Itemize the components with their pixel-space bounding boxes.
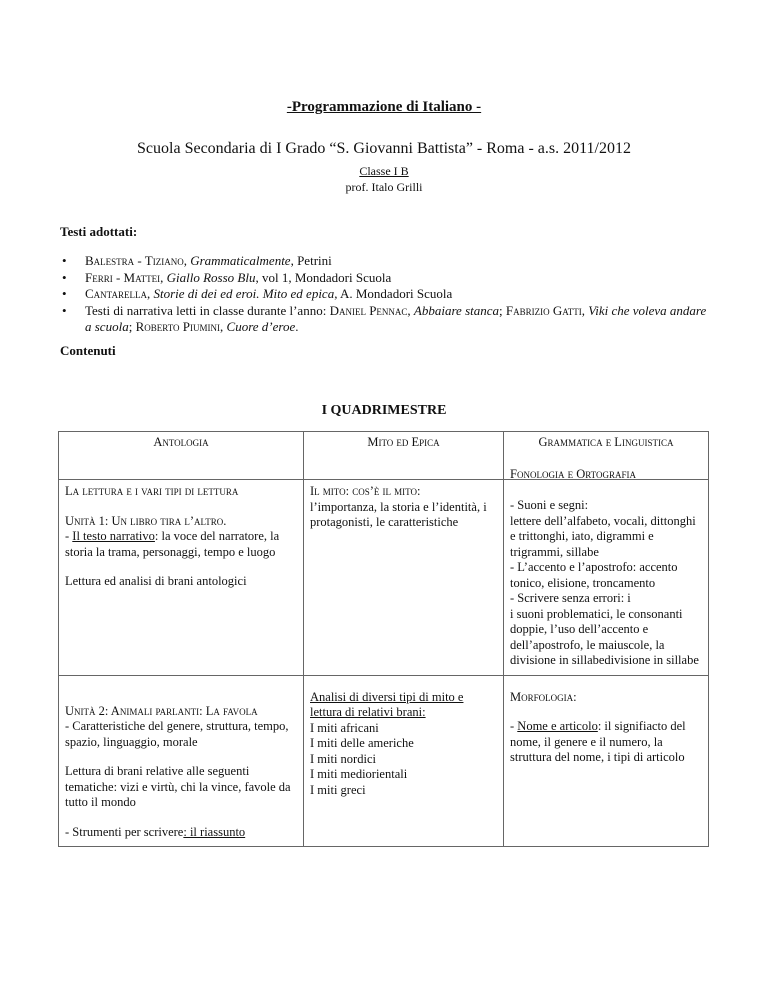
noun-article-label: Nome e articolo [517, 719, 598, 733]
book-title: Viki che voleva andare a scuola [85, 302, 707, 334]
phonology-line: i suoni problematici, le consonanti doppie, l’uso dell’accento e dell’apostrofo, le maiuscole, la divisione in sillabedivisione in sillabe [510, 606, 699, 667]
phonology-subheading: Fonologia e Ortografia [510, 467, 637, 481]
cell-mito-1 [304, 480, 504, 676]
myth-item: I miti delle americhe [310, 736, 414, 750]
column-header-grammatica-title: Grammatica e Linguistica [538, 435, 674, 449]
book-authors: Cantarella [85, 286, 147, 301]
writing-tools [65, 825, 297, 841]
list-item: • Testi di narrativa letti in classe durante l’anno: Daniel Pennac, Abbaiare stanca; Fabrizio Gatti, Viki che voleva andare a scuola; Roberto Piumini, Cuore d’eroe. [60, 303, 710, 336]
summary-link-text: : il riassunto [183, 824, 246, 839]
morphology-heading: Morfologia: [510, 689, 577, 704]
program-table [58, 431, 709, 847]
unit-1-title: Unità 1: Un libro tira l’altro. [65, 513, 227, 528]
book-publisher: , Petrini [290, 253, 332, 268]
teacher-line: prof. Italo Grilli [345, 180, 423, 194]
book-title: Giallo Rosso Blu [166, 269, 256, 285]
column-header-antologia: Antologia [59, 432, 304, 480]
myth-item: I miti nordici [310, 751, 376, 766]
list-item: • Cantarella, Storie di dei ed eroi. Mito ed epica, A. Mondadori Scuola [60, 286, 710, 303]
anthology-reading: Lettura ed analisi di brani antologici [65, 574, 247, 588]
cell-mito-2 [304, 675, 504, 847]
narrative-text-detail: : la voce del narratore, la storia la trama, personaggi, tempo e luogo [65, 529, 280, 559]
cell-antologia-2 [59, 675, 304, 847]
table-row [59, 480, 709, 676]
narrative-text-desc: - Il testo narrativo: la voce del narratore, la storia la trama, personaggi, tempo e luogo [65, 529, 280, 559]
book-authors: Ferri - Mattei [85, 269, 161, 285]
narrative-text-label: Il testo narrativo [72, 529, 155, 543]
myth-heading: Il mito: cos’è il mito: [310, 484, 421, 498]
phonology-line: - Suoni e segni: [510, 498, 589, 512]
table-row [59, 675, 709, 847]
adopted-texts-heading: Testi adottati: [60, 224, 138, 239]
myth-item: I miti africani [310, 720, 379, 735]
myth-item: I miti mediorientali [310, 767, 408, 781]
school-line: Scuola Secondaria di I Grado “S. Giovanni Battista” - Roma - a.s. 2011/2012 [137, 140, 631, 157]
noun-article-desc: - Nome e articolo: il signifiacto del nome, il genere e il numero, la struttura del nome, i tipi di articolo [510, 719, 686, 764]
fable-reading: Lettura di brani relative alle seguenti tematiche: vizi e virtù, chi la vince, favole da tutto il mondo [65, 764, 291, 809]
quadrimestre-heading: I QUADRIMESTRE [321, 403, 447, 418]
book-authors: Roberto Piumini [135, 319, 221, 334]
column-header-mito: Mito ed Epica [304, 432, 504, 480]
adopted-texts-list [60, 253, 710, 336]
list-item: • Balestra - Tiziano, Grammaticalmente, Petrini [60, 253, 710, 270]
contents-heading: Contenuti [60, 343, 116, 358]
book-title: Cuore d’eroe [226, 319, 296, 334]
book-authors: Balestra - Tiziano [85, 253, 184, 268]
book-title: Grammaticalmente [190, 253, 291, 268]
book-authors: Daniel Pennac [329, 302, 408, 318]
phonology-line: - L’accento e l’apostrofo: accento tonico, elisione, troncamento [510, 560, 678, 590]
phonology-line: lettere dell’alfabeto, vocali, dittonghi e trittonghi, iato, digrammi e trigrammi, sillabe [510, 513, 696, 559]
book-publisher: , vol 1, Mondadori Scuola [255, 269, 392, 285]
book-title: Storie di dei ed eroi. Mito ed epica [153, 286, 335, 301]
book-title: Abbaiare stanca [413, 302, 500, 318]
narrative-prefix: Testi di narrativa letti in classe durante l’anno: [85, 302, 330, 318]
class-line: Classe I B [359, 164, 409, 178]
myth-desc: l’importanza, la storia e l’identità, i protagonisti, le caratteristiche [310, 499, 487, 529]
fable-desc: - Caratteristiche del genere, struttura, tempo, spazio, linguaggio, morale [65, 719, 289, 749]
reading-types: La lettura e i vari tipi di lettura [65, 484, 239, 498]
document-title: -Programmazione di Italiano - [286, 99, 482, 115]
noun-article-detail: : il signifiacto del nome, il genere e il numero, la struttura del nome, i tipi di articolo [510, 719, 686, 764]
cell-grammatica-2 [504, 675, 709, 847]
cell-antologia-1 [59, 480, 304, 676]
myth-item: I miti greci [310, 782, 366, 797]
myth-analysis-heading: Analisi di diversi tipi di mito e lettura di relativi brani: [310, 689, 464, 719]
book-authors: Fabrizio Gatti [505, 302, 582, 318]
cell-grammatica-1 [504, 467, 709, 676]
list-item: • Ferri - Mattei, Giallo Rosso Blu, vol 1, Mondadori Scuola [60, 270, 710, 287]
phonology-line: - Scrivere senza errori: i [510, 591, 631, 605]
unit-2-title: Unità 2: Animali parlanti: La favola [65, 703, 258, 718]
writing-tools-label: - Strumenti per scrivere [65, 824, 184, 839]
book-publisher: , A. Mondadori Scuola [334, 286, 453, 301]
